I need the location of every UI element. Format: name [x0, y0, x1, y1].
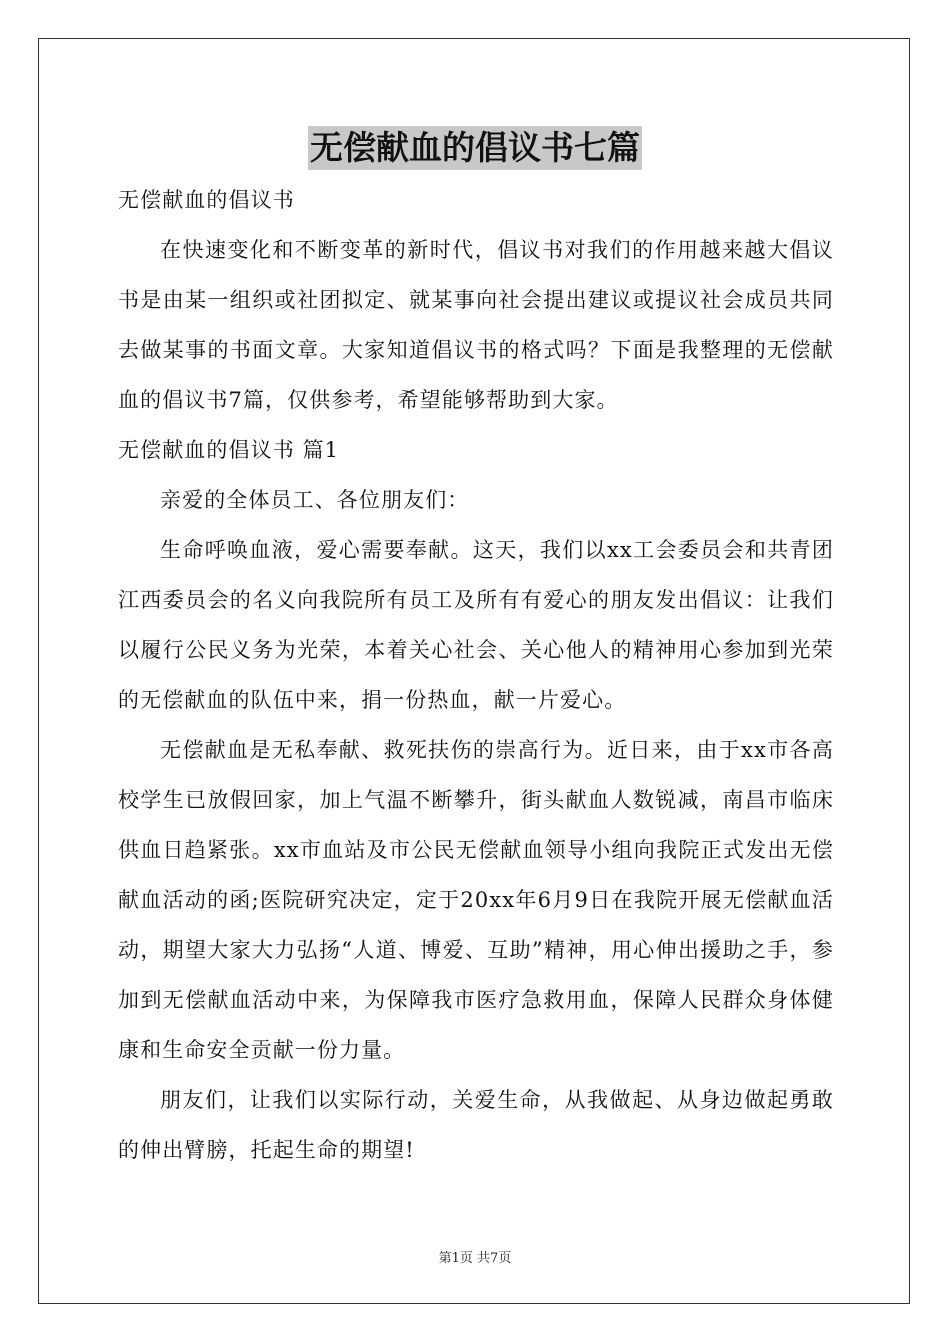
document-title: 无偿献血的倡议书七篇	[308, 126, 642, 170]
salutation: 亲爱的全体员工、各位朋友们：	[160, 488, 470, 512]
section-heading: 无偿献血的倡议书	[118, 188, 295, 212]
page-number-footer: 第1页 共7页	[438, 1251, 512, 1266]
section-heading-part-1: 无偿献血的倡议书 篇1	[118, 438, 340, 462]
body-paragraph: 生命呼唤血液，爱心需要奉献。这天，我们以xx工会委员会和共青团江西委员会的名义向我院所有员工及所有有爱心的朋友发出倡议：让我们以履行公民义务为光荣，本着关心社会、关心他人的精神用心参加到光荣的无偿献血的队伍中来，捐一份热血，献一片爱心。	[118, 538, 834, 712]
body-paragraph: 朋友们，让我们以实际行动，关爱生命，从我做起、从身边做起勇敢的伸出臂膀，托起生命的期望!	[118, 1088, 834, 1162]
intro-paragraph: 在快速变化和不断变革的新时代，倡议书对我们的作用越来越大倡议书是由某一组织或社团拟定、就某事向社会提出建议或提议社会成员共同去做某事的书面文章。大家知道倡议书的格式吗？下面是我整理的无偿献血的倡议书7篇，仅供参考，希望能够帮助到大家。	[118, 238, 834, 412]
body-paragraph: 无偿献血是无私奉献、救死扶伤的崇高行为。近日来，由于xx市各高校学生已放假回家，加上气温不断攀升，街头献血人数锐减，南昌市临床供血日趋紧张。xx市血站及市公民无偿献血领导小组向我院正式发出无偿献血活动的函;医院研究决定，定于20xx年6月9日在我院开展无偿献血活动，期望大家大力弘扬“人道、博爱、互助”精神，用心伸出援助之手，参加到无偿献血活动中来，为保障我市医疗急救用血，保障人民群众身体健康和生命安全贡献一份力量。	[118, 738, 834, 1062]
document-body	[118, 175, 834, 1175]
title-container	[0, 126, 950, 170]
